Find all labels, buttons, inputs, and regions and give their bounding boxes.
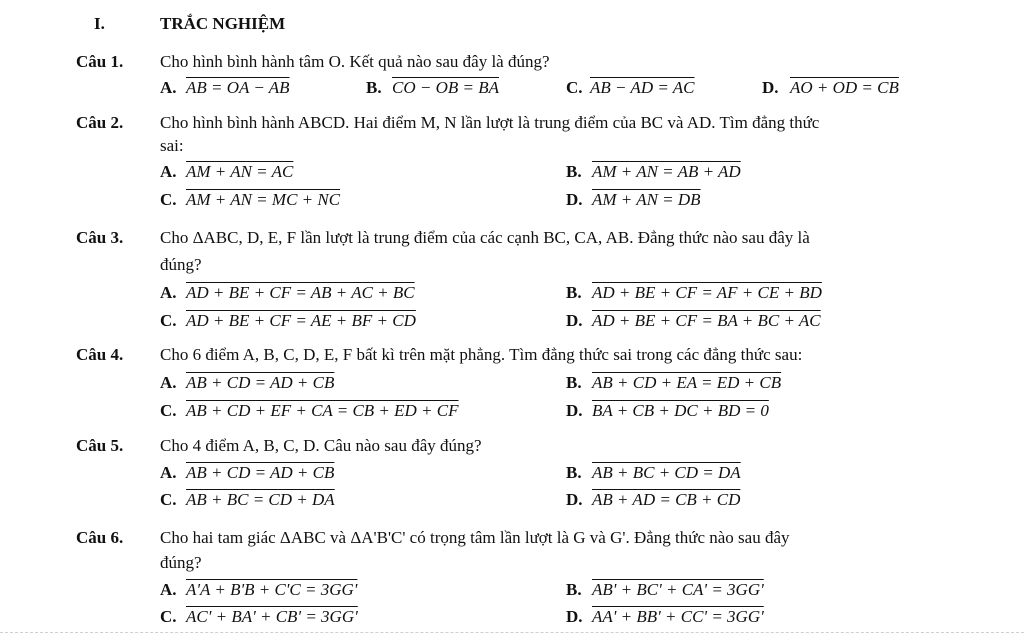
option-letter: D. (566, 607, 583, 626)
option-expr: AB + CD = AD + CB (186, 373, 335, 392)
option-expr: AM + AN = AC (186, 162, 294, 181)
option-expr: AD + BE + CF = AF + CE + BD (592, 283, 822, 302)
option-expr: AD + BE + CF = AB + AC + BC (186, 283, 415, 302)
option-letter: C. (160, 490, 177, 509)
option-letter: A. (160, 162, 177, 181)
option-letter: B. (566, 373, 582, 392)
section-number: I. (94, 14, 105, 33)
option-expr: AB − AD = AC (590, 78, 695, 97)
option-expr: AD + BE + CF = AE + BF + CD (186, 311, 416, 330)
page-bottom-edge (0, 632, 1024, 641)
option-letter: D. (566, 490, 583, 509)
question-text: Cho ΔABC, D, E, F lần lượt là trung điểm của các cạnh BC, CA, AB. Đẳng thức nào sau đây là (160, 228, 810, 247)
option-letter: B. (566, 463, 582, 482)
option-letter: A. (160, 463, 177, 482)
option-letter: D. (566, 190, 583, 209)
option-expr: AA' + BB' + CC' = 3GG' (592, 607, 764, 626)
option-expr: AB + BC = CD + DA (186, 490, 335, 509)
question-text-continued: đúng? (160, 553, 202, 572)
question-text: Cho hình bình hành ABCD. Hai điểm M, N lần lượt là trung điểm của BC và AD. Tìm đẳng thức (160, 113, 820, 132)
option-expr: AB = OA − AB (186, 78, 290, 97)
option-expr: AM + AN = AB + AD (592, 162, 741, 181)
option-letter: A. (160, 283, 177, 302)
option-letter: C. (160, 607, 177, 626)
option-letter: D. (566, 311, 583, 330)
option-expr: AB + CD + EF + CA = CB + ED + CF (186, 401, 459, 420)
question-label: Câu 4. (76, 345, 124, 364)
option-letter: B. (366, 78, 382, 97)
option-letter: C. (160, 401, 177, 420)
option-letter: A. (160, 580, 177, 599)
option-letter: B. (566, 283, 582, 302)
section-title: TRẮC NGHIỆM (160, 14, 286, 33)
option-letter: A. (160, 373, 177, 392)
option-expr: AM + AN = MC + NC (186, 190, 341, 209)
option-letter: C. (160, 190, 177, 209)
option-letter: C. (566, 78, 583, 97)
question-text: Cho 4 điểm A, B, C, D. Câu nào sau đây đúng? (160, 436, 482, 455)
question-label: Câu 5. (76, 436, 124, 455)
question-text: Cho hai tam giác ΔABC và ΔA'B'C' có trọng tâm lần lượt là G và G'. Đẳng thức nào sau đây (160, 528, 790, 547)
option-expr: AB + BC + CD = DA (592, 463, 741, 482)
question-text-continued: đúng? (160, 255, 202, 274)
option-expr: CO − OB = BA (392, 78, 499, 97)
question-label: Câu 1. (76, 52, 124, 71)
option-letter: A. (160, 78, 177, 97)
option-letter: B. (566, 580, 582, 599)
question-text-continued: sai: (160, 136, 184, 155)
option-expr: A'A + B'B + C'C = 3GG' (186, 580, 358, 599)
question-text: Cho hình bình hành tâm O. Kết quả nào sau đây là đúng? (160, 52, 550, 71)
question-label: Câu 3. (76, 228, 124, 247)
option-expr: AM + AN = DB (592, 190, 701, 209)
option-letter: C. (160, 311, 177, 330)
question-label: Câu 2. (76, 113, 124, 132)
option-expr: AB' + BC' + CA' = 3GG' (592, 580, 764, 599)
option-expr: AD + BE + CF = BA + BC + AC (592, 311, 821, 330)
option-expr: AO + OD = CB (790, 78, 899, 97)
option-expr: AB + AD = CB + CD (592, 490, 741, 509)
option-letter: D. (762, 78, 779, 97)
option-letter: B. (566, 162, 582, 181)
option-expr: AB + CD = AD + CB (186, 463, 335, 482)
option-expr: AB + CD + EA = ED + CB (592, 373, 782, 392)
question-text: Cho 6 điểm A, B, C, D, E, F bất kì trên mặt phẳng. Tìm đẳng thức sai trong các đẳng thức sau: (160, 345, 803, 364)
option-letter: D. (566, 401, 583, 420)
option-expr: AC' + BA' + CB' = 3GG' (186, 607, 358, 626)
option-expr: BA + CB + DC + BD = 0 (592, 401, 769, 420)
question-label: Câu 6. (76, 528, 124, 547)
